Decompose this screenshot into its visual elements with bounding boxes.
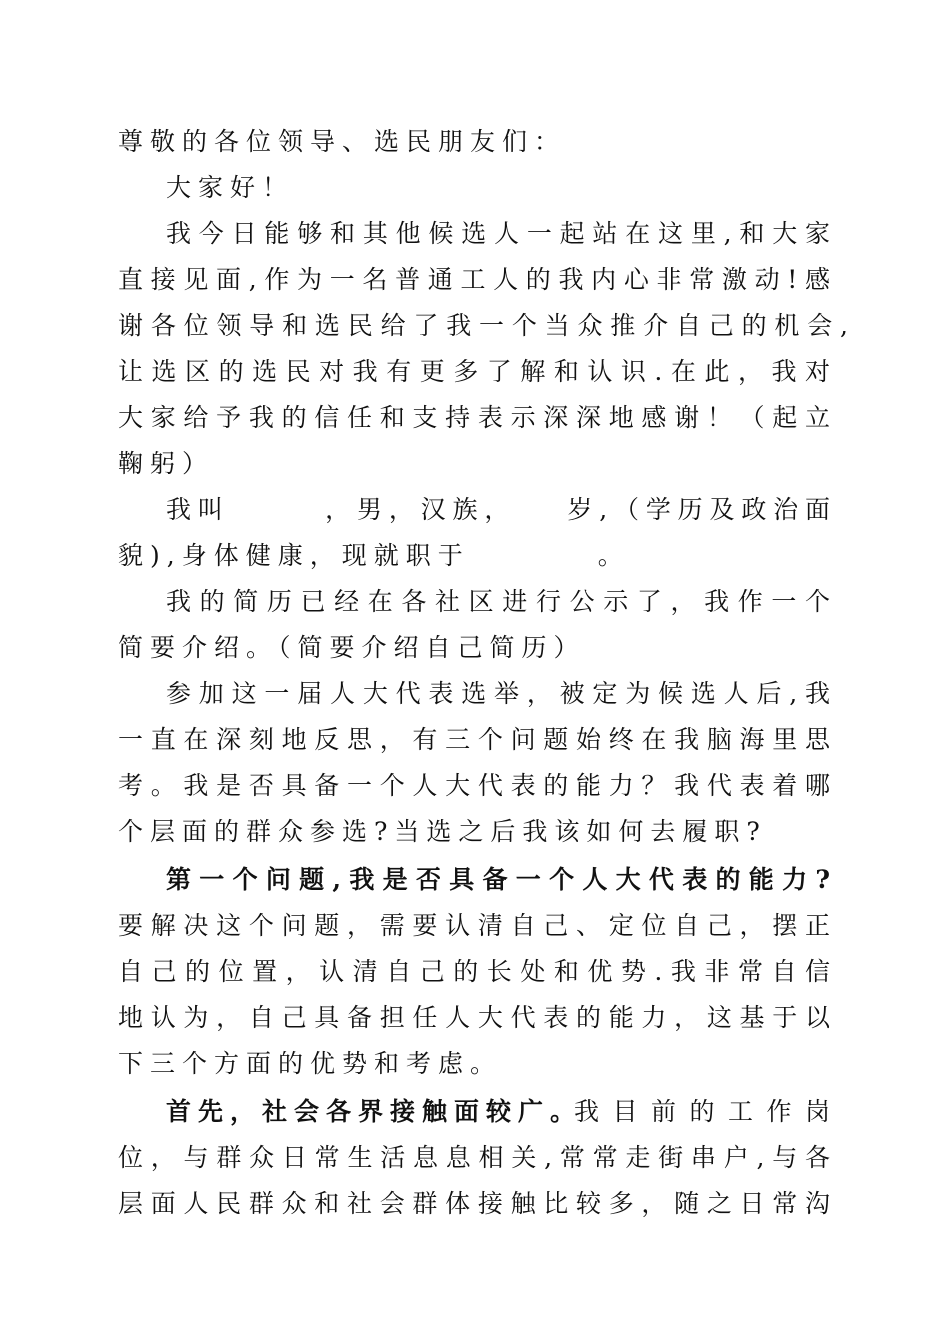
- paragraph-line: 我目前的工作岗: [574, 1097, 830, 1126]
- greeting: 大家好！: [166, 173, 295, 202]
- paragraph-line: 自己的位置，认清自己的长处和优势.我非常自信: [118, 957, 830, 986]
- paragraph-line: 下三个方面的优势和考虑。: [118, 1049, 503, 1078]
- paragraph-line: 简要介绍。（简要介绍自己简历）: [118, 633, 586, 662]
- paragraph-line: 让选区的选民对我有更多了解和认识.在此，我对: [118, 357, 830, 386]
- paragraph-line: 要解决这个问题，需要认清自己、定位自己，摆正: [118, 911, 830, 940]
- paragraph-line: 一直在深刻地反思，有三个问题始终在我脑海里思: [118, 725, 830, 754]
- paragraph-line: 考。我是否具备一个人大代表的能力？我代表着哪: [118, 771, 830, 800]
- paragraph-line: 大家给予我的信任和支持表示深深地感谢！（起立: [118, 403, 830, 432]
- paragraph-line: 个层面的群众参选?当选之后我该如何去履职?: [118, 817, 767, 846]
- paragraph-line: 直接见面,作为一名普通工人的我内心非常激动!感: [118, 265, 830, 294]
- paragraph-line: 参加这一届人大代表选举，被定为候选人后,我: [166, 679, 830, 708]
- paragraph-line: 我的简历已经在各社区进行公示了，我作一个: [166, 587, 830, 616]
- paragraph-line: 鞠躬）: [118, 449, 215, 478]
- paragraph-line: 地认为，自己具备担任人大代表的能力，这基于以: [118, 1003, 830, 1032]
- paragraph-line: 谢各位领导和选民给了我一个当众推介自己的机会,: [118, 311, 848, 340]
- paragraph-line: 位，与群众日常生活息息相关,常常走街串户,与各: [118, 1143, 830, 1172]
- paragraph-line: 层面人民群众和社会群体接触比较多，随之日常沟: [118, 1189, 830, 1218]
- salutation: 尊敬的各位领导、选民朋友们：: [118, 127, 567, 156]
- paragraph-line: 貌),身体健康，现就职于 。: [118, 541, 630, 570]
- section-heading: 第一个问题,我是否具备一个人大代表的能力?: [166, 865, 830, 894]
- paragraph-line: 我叫 ，男，汉族， 岁,（学历及政治面: [166, 495, 830, 524]
- paragraph-line: 我今日能够和其他候选人一起站在这里,和大家: [166, 219, 830, 248]
- subsection-heading: 首先，社会各界接触面较广。: [166, 1097, 583, 1126]
